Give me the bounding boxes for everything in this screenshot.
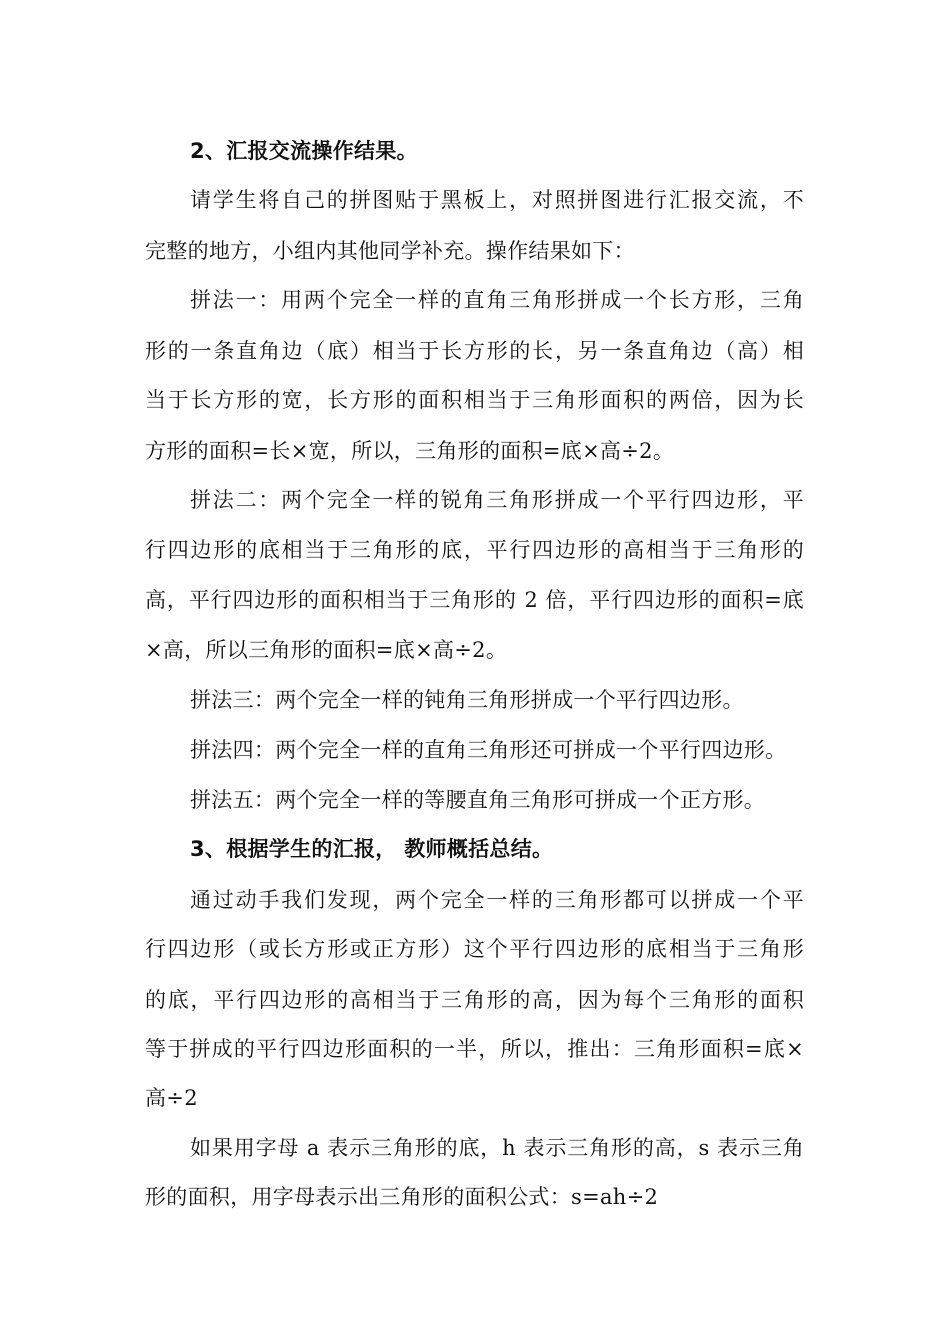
section-heading-2: 2、汇报交流操作结果。 [190, 139, 418, 163]
paragraph-line: 拼法四：两个完全一样的直角三角形还可拼成一个平行四边形。 [190, 738, 787, 762]
paragraph-line: 拼法五：两个完全一样的等腰直角三角形可拼成一个正方形。 [190, 788, 766, 812]
paragraph-line: ×高，所以三角形的面积=底×高÷2。 [145, 638, 508, 662]
paragraph-line: 高，平行四边形的面积相当于三角形的 2 倍，平行四边形的面积=底 [145, 588, 804, 612]
paragraph-line: 高÷2 [145, 1086, 198, 1110]
paragraph-line: 方形的面积=长×宽，所以，三角形的面积=底×高÷2。 [145, 439, 675, 463]
paragraph-line: 完整的地方，小组内其他同学补充。操作结果如下： [145, 239, 635, 263]
paragraph-line: 拼法三：两个完全一样的钝角三角形拼成一个平行四边形。 [190, 688, 744, 712]
paragraph-line: 等于拼成的平行四边形面积的一半，所以，推出：三角形面积=底× [145, 1037, 804, 1061]
paragraph-line: 通过动手我们发现，两个完全一样的三角形都可以拼成一个平 [190, 888, 804, 912]
paragraph-line: 拼法一：用两个完全一样的直角三角形拼成一个长方形，三角 [190, 288, 804, 312]
paragraph-line: 行四边形的底相当于三角形的底，平行四边形的高相当于三角形的 [145, 538, 804, 562]
paragraph-line: 拼法二：两个完全一样的锐角三角形拼成一个平行四边形，平 [190, 488, 804, 512]
paragraph-line: 形的面积，用字母表示出三角形的面积公式：s=ah÷2 [145, 1185, 659, 1209]
paragraph-line: 行四边形（或长方形或正方形）这个平行四边形的底相当于三角形 [145, 937, 804, 961]
paragraph-line: 当于长方形的宽，长方形的面积相当于三角形面积的两倍，因为长 [145, 388, 804, 412]
paragraph-line: 形的一条直角边（底）相当于长方形的长，另一条直角边（高）相 [145, 339, 804, 363]
section-heading-3: 3、根据学生的汇报， 教师概括总结。 [190, 837, 554, 861]
paragraph-line: 请学生将自己的拼图贴于黑板上，对照拼图进行汇报交流，不 [190, 188, 804, 212]
paragraph-line: 如果用字母 a 表示三角形的底，h 表示三角形的高，s 表示三角 [190, 1136, 804, 1160]
paragraph-line: 的底，平行四边形的高相当于三角形的高，因为每个三角形的面积 [145, 988, 804, 1012]
